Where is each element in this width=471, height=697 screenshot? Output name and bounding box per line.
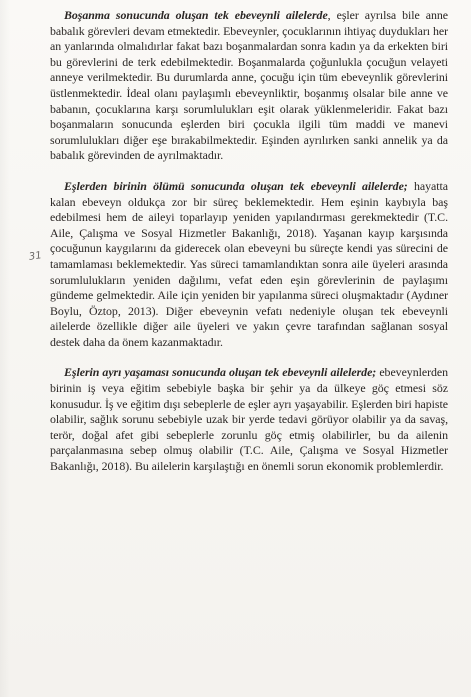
paragraph-death — [50, 179, 448, 351]
paragraph-body: hayatta kalan ebeveyn oldukça zor bir süreç beklemektedir. Hem eşinin kaybıyla baş edebilmesi hem de aileyi toparlayıp yeniden yapılandırması gerekmektedir (T.C. Aile, Çalışma ve Sosyal Hizmetler Bakanlığı, 2018). Yaşanan kayıp karşısında çocuğunun kaygılarını da giderecek olan ebeveyni bu süreçte kendi yas sürecini de tamamlaması beklemektedir. Yas süreci tamamlandıktan sonra aile üyeleri arasında sorumlulukların yeniden dağılımı, vefat eden eşin görevlerinin de paylaşımı gündeme gelmektedir. Aile için yeniden bir yapılanma süreci oluşmaktadır (Aydıner Boylu, Öztop, 2013). Diğer ebeveynin vefatı nedeniyle oluşan tek ebeveynli ailelerde özellikle diğer aile üyeleri ve yakın çevre tarafından sağlanan sosyal destek daha da önem kazanmaktadır. — [50, 178, 448, 349]
paragraph-body: , eşler ayrılsa bile anne babalık görevleri devam etmektedir. Ebeveynler, çocuklarının ihtiyaç duydukları her an yanlarında olmalıdırlar fakat bazı boşanmalardan sonra kadın ya da erkekten biri bu görevlerini de terk edebilmektedir. Boşanmalarda çoğunlukla çocuğun velayeti anneye verilmektedir. Bu durumlarda anne, çocuğu için tüm ebeveynlik görevlerini üstlenmektedir. İdeal olanı paylaşımlı ebeveynliktir, boşanmış olsalar bile anne ve babanın, çocuklarına karşı sorumlulukları eşit olarak yüklenmeleridir. Fakat bazı boşanmaların sonucunda eşlerden biri çocukla ilgili tüm maddi ve manevi sorumlulukları diğer eşe bırakabilmektedir. Eşinden ayrılırken sanki annelik ya da babalık görevinden de ayrılmaktadır. — [50, 8, 448, 163]
handwritten-margin-note: 31 — [28, 250, 43, 263]
paragraph-body: ebeveynlerden birinin iş veya eğitim sebebiyle başka bir şehir ya da ülkeye göç etmesi söz konusudur. İş ve eğitim dışı sebeplerle de eşler ayrı yaşayabilir. Eşlerden biri hapiste olabilir, sağlık sorunu sebebiyle uzak bir yerde tedavi görüyor olabilir ya da savaş, terör, doğal afet gibi sebeplerle zorunlu göç etmiş olabilirler, bu da ailenin parçalanmasına sebep olmuş olabilir (T.C. Aile, Çalışma ve Sosyal Hizmetler Bakanlığı, 2018). Bu ailelerin karşılaştığı en önemli sorun ekonomik problemlerdir. — [50, 365, 448, 474]
text-column — [50, 8, 448, 475]
paragraph-divorce — [50, 8, 448, 164]
paragraph-lead: Eşlerden birinin ölümü sonucunda oluşan tek ebeveynli ailelerde; — [64, 178, 408, 193]
paragraph-lead: Eşlerin ayrı yaşaması sonucunda oluşan tek ebeveynli ailelerde; — [64, 365, 377, 380]
paragraph-lead: Boşanma sonucunda oluşan tek ebeveynli ailelerde — [64, 8, 328, 22]
paragraph-separate-living — [50, 365, 448, 474]
